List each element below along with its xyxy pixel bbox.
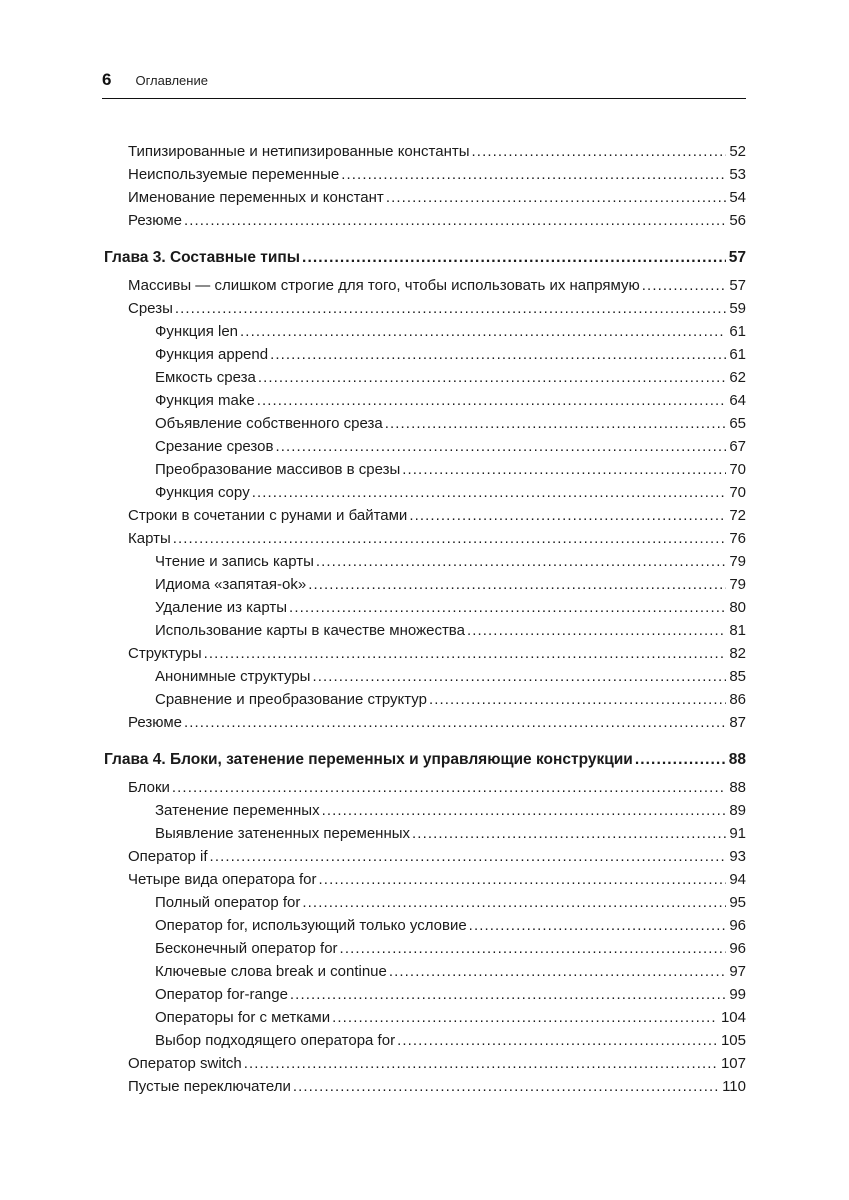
toc-entry-label: Оператор switch: [128, 1055, 242, 1072]
toc-entry-label: Идиома «запятая-ok»: [155, 576, 307, 593]
page-number: 6: [102, 70, 112, 89]
toc-entry-label: Выбор подходящего оператора for: [155, 1032, 396, 1049]
toc-entry-row: [102, 504, 746, 527]
toc-entry-label: Операторы for с метками: [155, 1009, 331, 1026]
toc-entry-page: 107: [720, 1055, 746, 1072]
toc-entry-row: [102, 845, 746, 868]
toc-entry-page: 54: [729, 189, 746, 206]
toc-entry-row: [102, 412, 746, 435]
toc-entry-page: 64: [729, 392, 746, 409]
toc-entry-label: Затенение переменных: [155, 802, 320, 819]
toc-entry-page: 57: [728, 249, 746, 266]
toc-entry-label: Функция copy: [155, 484, 250, 501]
toc-entry-page: 96: [729, 917, 746, 934]
toc-list: [102, 140, 746, 1098]
toc-entry-page: 87: [729, 714, 746, 731]
toc-entry-label: Глава 3. Составные типы: [104, 249, 301, 266]
toc-entry-label: Неиспользуемые переменные: [128, 166, 340, 183]
toc-entry-row: [102, 822, 746, 845]
toc-entry-page: 59: [729, 300, 746, 317]
dot-leader: [402, 458, 726, 481]
toc-entry-row: [102, 163, 746, 186]
toc-entry-row: [102, 983, 746, 1006]
toc-entry-label: Оператор for-range: [155, 986, 288, 1003]
dot-leader: [322, 799, 727, 822]
toc-entry-label: Массивы — слишком строгие для того, чтобы использовать их напрямую: [128, 277, 640, 294]
toc-entry-row: [102, 435, 746, 458]
dot-leader: [312, 665, 726, 688]
dot-leader: [252, 481, 727, 504]
dot-leader: [472, 140, 727, 163]
toc-entry-page: 89: [729, 802, 746, 819]
toc-entry-label: Бесконечный оператор for: [155, 940, 338, 957]
toc-entry-row: [102, 776, 746, 799]
toc-entry-page: 94: [729, 871, 746, 888]
dot-leader: [319, 868, 727, 891]
toc-entry-label: Объявление собственного среза: [155, 415, 383, 432]
toc-entry-label: Емкость среза: [155, 369, 256, 386]
toc-entry-row: [102, 527, 746, 550]
toc-entry-page: 99: [729, 986, 746, 1003]
toc-entry-page: 104: [720, 1009, 746, 1026]
toc-entry-row: [102, 642, 746, 665]
toc-entry-row: [102, 320, 746, 343]
toc-entry-row: [102, 891, 746, 914]
toc-entry-label: Резюме: [128, 212, 182, 229]
toc-entry-label: Выявление затененных переменных: [155, 825, 411, 842]
toc-entry-label: Удаление из карты: [155, 599, 288, 616]
toc-entry-label: Функция append: [155, 346, 269, 363]
toc-entry-row: [102, 937, 746, 960]
toc-entry-label: Пустые переключатели: [128, 1078, 291, 1095]
toc-entry-page: 61: [729, 346, 746, 363]
toc-entry-label: Чтение и запись карты: [155, 553, 314, 570]
dot-leader: [429, 688, 726, 711]
toc-entry-row: [102, 274, 746, 297]
toc-entry-row: [102, 550, 746, 573]
toc-entry-row: [102, 343, 746, 366]
toc-entry-row: [102, 1006, 746, 1029]
toc-entry-row: [102, 711, 746, 734]
toc-entry-page: 93: [729, 848, 746, 865]
toc-entry-label: Строки в сочетании с рунами и байтами: [128, 507, 408, 524]
toc-entry-row: [102, 960, 746, 983]
toc-entry-row: [102, 619, 746, 642]
toc-entry-page: 76: [729, 530, 746, 547]
dot-leader: [257, 389, 727, 412]
dot-leader: [409, 504, 726, 527]
dot-leader: [412, 822, 726, 845]
toc-entry-page: 53: [729, 166, 746, 183]
dot-leader: [175, 297, 726, 320]
dot-leader: [293, 1075, 719, 1098]
toc-entry-row: [102, 140, 746, 163]
dot-leader: [172, 776, 726, 799]
toc-entry-page: 62: [729, 369, 746, 386]
toc-entry-page: 65: [729, 415, 746, 432]
dot-leader: [244, 1052, 718, 1075]
toc-entry-label: Глава 4. Блоки, затенение переменных и управляющие конструкции: [104, 751, 633, 768]
toc-entry-page: 79: [729, 553, 746, 570]
toc-entry-row: [102, 688, 746, 711]
dot-leader: [332, 1006, 718, 1029]
toc-entry-row: [102, 914, 746, 937]
toc-entry-page: 88: [728, 751, 746, 768]
toc-entry-label: Функция make: [155, 392, 255, 409]
toc-entry-page: 81: [729, 622, 746, 639]
toc-entry-page: 72: [729, 507, 746, 524]
dot-leader: [184, 209, 726, 232]
dot-leader: [302, 891, 726, 914]
toc-entry-row: [102, 1075, 746, 1098]
dot-leader: [240, 320, 726, 343]
toc-entry-page: 95: [729, 894, 746, 911]
toc-entry-label: Функция len: [155, 323, 239, 340]
toc-entry-page: 70: [729, 461, 746, 478]
dot-leader: [258, 366, 726, 389]
toc-entry-page: 52: [729, 143, 746, 160]
toc-entry-label: Карты: [128, 530, 171, 547]
toc-entry-label: Структуры: [128, 645, 202, 662]
toc-entry-page: 61: [729, 323, 746, 340]
toc-entry-row: [102, 1052, 746, 1075]
toc-entry-row: [102, 1029, 746, 1052]
toc-entry-label: Именование переменных и констант: [128, 189, 384, 206]
toc-entry-label: Оператор if: [128, 848, 208, 865]
toc-entry-row: [102, 665, 746, 688]
dot-leader: [389, 960, 726, 983]
toc-entry-row: [102, 458, 746, 481]
toc-entry-page: 105: [720, 1032, 746, 1049]
dot-leader: [275, 435, 726, 458]
dot-leader: [302, 246, 726, 269]
toc-entry-row: [102, 868, 746, 891]
running-header-title: Оглавление: [135, 73, 208, 88]
toc-entry-row: [102, 799, 746, 822]
toc-entry-page: 91: [729, 825, 746, 842]
toc-entry-label: Преобразование массивов в срезы: [155, 461, 401, 478]
toc-entry-label: Типизированные и нетипизированные константы: [128, 143, 470, 160]
toc-entry-page: 97: [729, 963, 746, 980]
dot-leader: [385, 412, 727, 435]
toc-entry-page: 88: [729, 779, 746, 796]
toc-entry-page: 67: [729, 438, 746, 455]
toc-entry-row: [102, 573, 746, 596]
toc-entry-row: [102, 209, 746, 232]
page-header: [102, 70, 746, 90]
dot-leader: [386, 186, 727, 209]
dot-leader: [316, 550, 726, 573]
dot-leader: [204, 642, 727, 665]
toc-entry-row: [102, 186, 746, 209]
toc-chapter-row: [102, 246, 746, 269]
dot-leader: [184, 711, 726, 734]
toc-entry-label: Ключевые слова break и continue: [155, 963, 387, 980]
dot-leader: [397, 1029, 718, 1052]
dot-leader: [270, 343, 726, 366]
header-rule: [102, 98, 746, 99]
toc-entry-label: Срезы: [128, 300, 173, 317]
toc-entry-page: 110: [722, 1078, 746, 1095]
toc-entry-page: 86: [729, 691, 746, 708]
toc-entry-row: [102, 596, 746, 619]
toc-entry-page: 96: [729, 940, 746, 957]
toc-entry-page: 82: [729, 645, 746, 662]
toc-chapter-row: [102, 748, 746, 771]
dot-leader: [642, 274, 727, 297]
toc-entry-label: Четыре вида оператора for: [128, 871, 317, 888]
toc-entry-page: 70: [729, 484, 746, 501]
toc-entry-label: Резюме: [128, 714, 182, 731]
toc-entry-label: Блоки: [128, 779, 170, 796]
dot-leader: [173, 527, 727, 550]
dot-leader: [469, 914, 727, 937]
toc-entry-row: [102, 481, 746, 504]
toc-entry-page: 80: [729, 599, 746, 616]
dot-leader: [467, 619, 726, 642]
dot-leader: [341, 163, 726, 186]
toc-entry-page: 56: [729, 212, 746, 229]
toc-entry-row: [102, 389, 746, 412]
toc-entry-label: Использование карты в качестве множества: [155, 622, 465, 639]
dot-leader: [289, 596, 726, 619]
toc-entry-label: Полный оператор for: [155, 894, 301, 911]
toc-entry-label: Срезание срезов: [155, 438, 274, 455]
toc-entry-page: 57: [729, 277, 746, 294]
dot-leader: [635, 748, 726, 771]
dot-leader: [308, 573, 726, 596]
dot-leader: [340, 937, 727, 960]
dot-leader: [290, 983, 726, 1006]
toc-entry-label: Оператор for, использующий только условие: [155, 917, 467, 934]
toc-entry-label: Анонимные структуры: [155, 668, 311, 685]
toc-entry-row: [102, 297, 746, 320]
toc-entry-page: 79: [729, 576, 746, 593]
toc-entry-row: [102, 366, 746, 389]
toc-entry-label: Сравнение и преобразование структур: [155, 691, 427, 708]
dot-leader: [210, 845, 727, 868]
toc-entry-page: 85: [729, 668, 746, 685]
